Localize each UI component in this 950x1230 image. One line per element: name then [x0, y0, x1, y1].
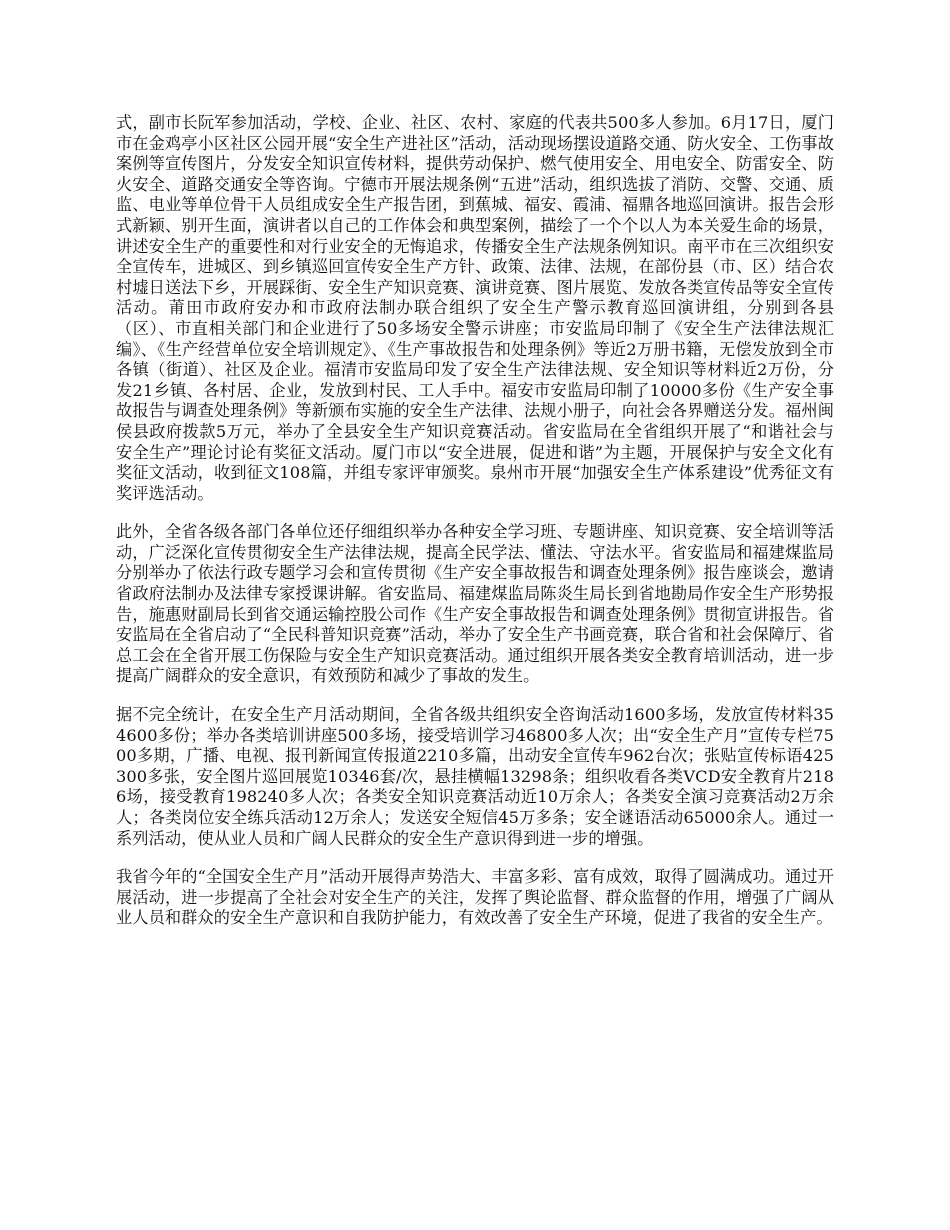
paragraph-conclusion: 我省今年的“全国安全生产月”活动开展得声势浩大、丰富多彩、富有成效，取得了圆满成功。通过开展活动，进一步提高了全社会对安全生产的关注，发挥了舆论监督、群众监督的作用，增强了广阔从业人员和群众的安全生产意识和自我防护能力，有效改善了安全生产环境，促进了我省的安全生产。 [116, 867, 834, 928]
paragraph-training: 此外，全省各级各部门各单位还仔细组织举办各种安全学习班、专题讲座、知识竞赛、安全培训等活动，广泛深化宣传贯彻安全生产法律法规，提高全民学法、懂法、守法水平。省安监局和福建煤监局分别举办了依法行政专题学习会和宣传贯彻《生产安全事故报告和调查处理条例》报告座谈会，邀请省政府法制办及法律专家授课讲解。省安监局、福建煤监局陈炎生局长到省地勘局作安全生产形势报告，施惠财副局长到省交通运输控股公司作《生产安全事故报告和调查处理条例》贯彻宣讲报告。省安监局在全省启动了“全民科普知识竞赛”活动，举办了安全生产书画竞赛，联合省和社会保障厅、省总工会在全省开展工伤保险与安全生产知识竞赛活动。通过组织开展各类安全教育培训活动，进一步提高广阔群众的安全意识，有效预防和减少了事故的发生。 [116, 522, 834, 686]
paragraph-statistics: 据不完全统计，在安全生产月活动期间，全省各级共组织安全咨询活动1600多场，发放宣传材料354600多份；举办各类培训讲座500多场，接受培训学习46800多人次；出“安全生产月”宣传专栏7500多期，广播、电视、报刊新闻宣传报道2210多篇，出动安全宣传车962台次；张贴宣传标语425300多张，安全图片巡回展览10346套/次，悬挂横幅13298条；组织收看各类VCD安全教育片2186场，接受教育198240多人次；各类安全知识竞赛活动近10万余人；各类安全演习竞赛活动2万余人；各类岗位安全练兵活动12万余人；发送安全短信45万多条；安全谜语活动65000余人。通过一系列活动，使从业人员和广阔人民群众的安全生产意识得到进一步的增强。 [116, 705, 834, 848]
paragraph-activities: 式，副市长阮军参加活动，学校、企业、社区、农村、家庭的代表共500多人参加。6月17日，厦门市在金鸡亭小区社区公园开展“安全生产进社区”活动，活动现场摆设道路交通、防火安全、工伤事故案例等宣传图片，分发安全知识宣传材料，提供劳动保护、燃气使用安全、用电安全、防雷安全、防火安全、道路交通安全等咨询。宁德市开展法规条例“五进”活动，组织选拔了消防、交警、交通、质监、电业等单位骨干人员组成安全生产报告团，到蕉城、福安、霞浦、福鼎各地巡回演讲。报告会形式新颖、别开生面，演讲者以自己的工作体会和典型案例，描绘了一个个以人为本关爱生命的场景，讲述安全生产的重要性和对行业安全的无悔追求，传播安全生产法规条例知识。南平市在三次组织安全宣传车，进城区、到乡镇巡回宣传安全生产方针、政策、法律、法规，在部份县（市、区）结合农村墟日送法下乡，开展踩街、安全生产知识竞赛、演讲竞赛、图片展览、发放各类宣传品等安全宣传活动。莆田市政府安办和市政府法制办联合组织了安全生产警示教育巡回演讲组，分别到各县（区）、市直相关部门和企业进行了50多场安全警示讲座；市安监局印制了《安全生产法律法规汇编》、《生产经营单位安全培训规定》、《生产事故报告和处理条例》等近2万册书籍，无偿发放到全市各镇（街道）、社区及企业。福清市安监局印发了安全生产法律法规、安全知识等材料近2万份，分发21乡镇、各村居、企业，发放到村民、工人手中。福安市安监局印制了10000多份《生产安全事故报告与调查处理条例》等新颁布实施的安全生产法律、法规小册子，向社会各界赠送分发。福州闽侯县政府拨款5万元，举办了全县安全生产知识竞赛活动。省安监局在全省组织开展了“和谐社会与安全生产”理论讨论有奖征文活动。厦门市以“安全进展，促进和谐”为主题，开展保护与安全文化有奖征文活动，收到征文108篇，并组专家评审颁奖。泉州市开展“加强安全生产体系建设”优秀征文有奖评选活动。 [116, 113, 834, 503]
